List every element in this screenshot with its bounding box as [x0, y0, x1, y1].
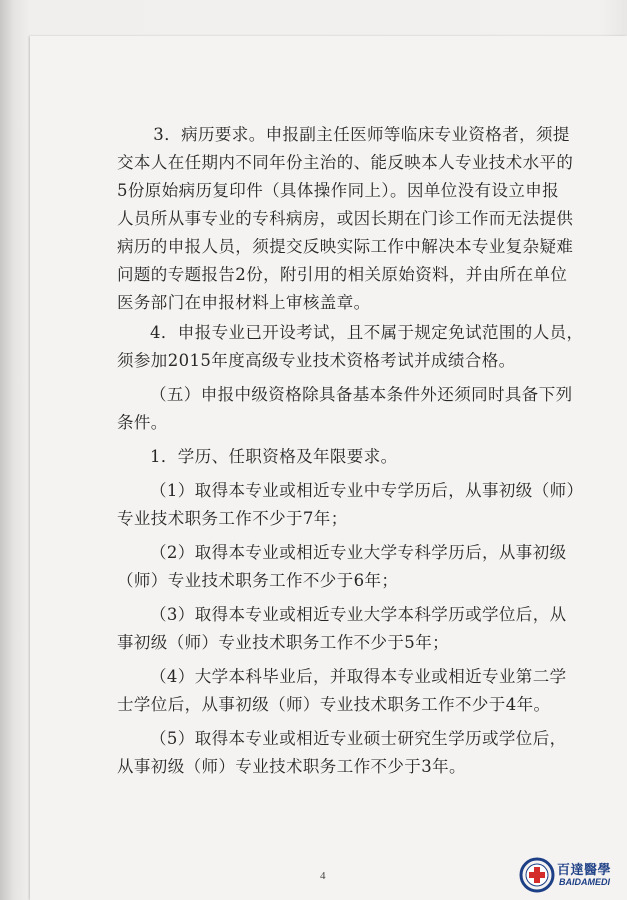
paragraph-education-requirement: 1．学历、任职资格及年限要求。	[150, 447, 398, 466]
paragraph-medical-records: 3．病历要求。申报副主任医师等临床专业资格者，须提 交本人在任期内不同年份主治的、能反映本人专业技术水平的 5份原始病历复印件（具体操作同上）。因单位没有设立申报 人员所从事专业的专科病房，或因长期在门诊工作而无法提供 病历的申报人员，须提交反映实际工作中解决本专业复杂疑难 问题的专题报告2份，附引用的相关原始资料，并由所在单位 医务部门在申报材料上审核盖章。	[117, 125, 574, 312]
medical-cross-logo-icon	[519, 857, 555, 893]
page-number: 4	[320, 870, 326, 882]
paragraph-item-4: （4）大学本科毕业后，并取得本专业或相近专业第二学 士学位后，从事初级（师）专业技术职务工作不少于4年。	[117, 667, 567, 714]
watermark-title: 百達醫學	[557, 863, 612, 878]
document-body	[117, 121, 587, 781]
paragraph-exam-requirement: 4．申报专业已开设考试，且不属于规定免试范围的人员， 须参加2015年度高级专业技术资格考试并成绩合格。	[117, 323, 584, 370]
paragraph-item-5: （5）取得本专业或相近专业硕士研究生学历或学位后， 从事初级（师）专业技术职务工作不少于3年。	[117, 729, 567, 776]
paragraph-intermediate-title: （五）申报中级资格除具备基本条件外还须同时具备下列 条件。	[117, 385, 573, 432]
paragraph-item-1: （1）取得本专业或相近专业中专学历后，从事初级（师） 专业技术职务工作不少于7年；	[117, 481, 584, 528]
paragraph-item-3: （3）取得本专业或相近专业大学本科学历或学位后，从 事初级（师）专业技术职务工作不少于5年；	[117, 605, 567, 652]
paragraph-item-2: （2）取得本专业或相近专业大学专科学历后，从事初级 （师）专业技术职务工作不少于6年；	[117, 543, 567, 590]
watermark	[519, 855, 623, 895]
watermark-subtitle: BAIDAMEDI	[559, 877, 610, 887]
